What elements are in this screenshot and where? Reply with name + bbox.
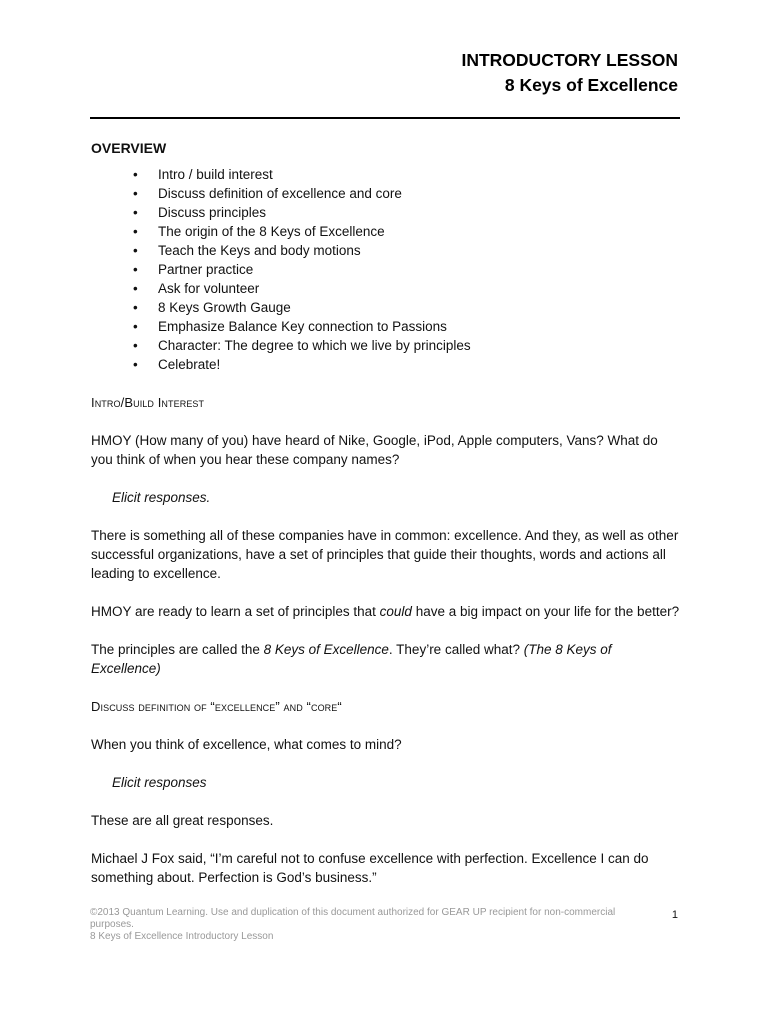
bullet-icon: • — [133, 319, 138, 334]
section-heading-intro: Intro/Build Interest — [91, 395, 205, 410]
bullet-icon: • — [133, 167, 138, 182]
bullet-icon: • — [133, 300, 138, 315]
overview-list-item — [133, 279, 681, 298]
elicit-note: Elicit responses — [112, 775, 207, 790]
overview-item-text: Discuss principles — [158, 205, 267, 220]
lesson-name-title: 8 Keys of Excellence — [504, 75, 678, 95]
overview-list — [91, 165, 681, 374]
overview-list-item — [133, 184, 681, 203]
emphasis-text: (The 8 Keys of Excellence) — [91, 642, 612, 676]
paragraph-text: HMOY are ready to learn a set of principles that — [91, 604, 380, 619]
overview-list-item — [133, 298, 681, 317]
overview-item-text: Emphasize Balance Key connection to Passions — [158, 319, 447, 334]
overview-item-text: Character: The degree to which we live by principles — [158, 338, 471, 353]
elicit-note: Elicit responses. — [112, 490, 211, 505]
page-footer — [90, 907, 680, 943]
paragraph: There is something all of these companies have in common: excellence. And they, as well as other successful organizations, have a set of principles that guide their thoughts, words and actions all leading to excellence. — [91, 528, 679, 581]
lesson-type-title: INTRODUCTORY LESSON — [461, 50, 678, 70]
quote-paragraph: Michael J Fox said, “I’m careful not to confuse excellence with perfection. Excellence I can do something about. Perfection is God’s business.” — [91, 851, 649, 885]
overview-item-text: Discuss definition of excellence and core — [158, 186, 402, 201]
header-divider — [90, 117, 680, 119]
overview-list-item — [133, 203, 681, 222]
lesson-content — [91, 139, 681, 887]
overview-list-item — [133, 165, 681, 184]
paragraph — [91, 602, 681, 621]
overview-heading: OVERVIEW — [91, 140, 167, 156]
bullet-icon: • — [133, 338, 138, 353]
paragraph-text: have a big impact on your life for the better? — [411, 604, 680, 619]
paragraph: HMOY (How many of you) have heard of Nike, Google, iPod, Apple computers, Vans? What do you think of when you hear these company names? — [91, 433, 658, 467]
document-title-footer: 8 Keys of Excellence Introductory Lesson — [90, 931, 274, 942]
overview-list-item — [133, 222, 681, 241]
overview-item-text: Partner practice — [158, 262, 254, 277]
overview-item-text: Teach the Keys and body motions — [158, 243, 361, 258]
overview-list-item — [133, 336, 681, 355]
paragraph: When you think of excellence, what comes to mind? — [91, 737, 402, 752]
overview-item-text: 8 Keys Growth Gauge — [158, 300, 291, 315]
section-heading-definition: Discuss definition of “excellence” and “core“ — [91, 699, 342, 714]
emphasis-text: 8 Keys of Excellence — [263, 642, 389, 657]
bullet-icon: • — [133, 262, 138, 277]
bullet-icon: • — [133, 243, 138, 258]
page-number: 1 — [671, 909, 678, 921]
emphasis-text: could — [379, 604, 412, 619]
paragraph: These are all great responses. — [91, 813, 274, 828]
overview-item-text: Celebrate! — [158, 357, 221, 372]
paragraph-text: . They’re called what? — [388, 642, 524, 657]
paragraph — [91, 640, 681, 678]
bullet-icon: • — [133, 224, 138, 239]
overview-item-text: Intro / build interest — [158, 167, 273, 182]
bullet-icon: • — [133, 186, 138, 201]
overview-list-item — [133, 260, 681, 279]
paragraph-text: The principles are called the — [91, 642, 264, 657]
overview-item-text: The origin of the 8 Keys of Excellence — [158, 224, 385, 239]
overview-list-item — [133, 355, 681, 374]
copyright-notice: ©2013 Quantum Learning. Use and duplication of this document authorized for GEAR UP recipient for non-commercial purposes. — [90, 907, 616, 930]
overview-list-item — [133, 317, 681, 336]
overview-item-text: Ask for volunteer — [158, 281, 260, 296]
bullet-icon: • — [133, 357, 138, 372]
bullet-icon: • — [133, 281, 138, 296]
lesson-header — [461, 48, 678, 98]
overview-list-item — [133, 241, 681, 260]
bullet-icon: • — [133, 205, 138, 220]
